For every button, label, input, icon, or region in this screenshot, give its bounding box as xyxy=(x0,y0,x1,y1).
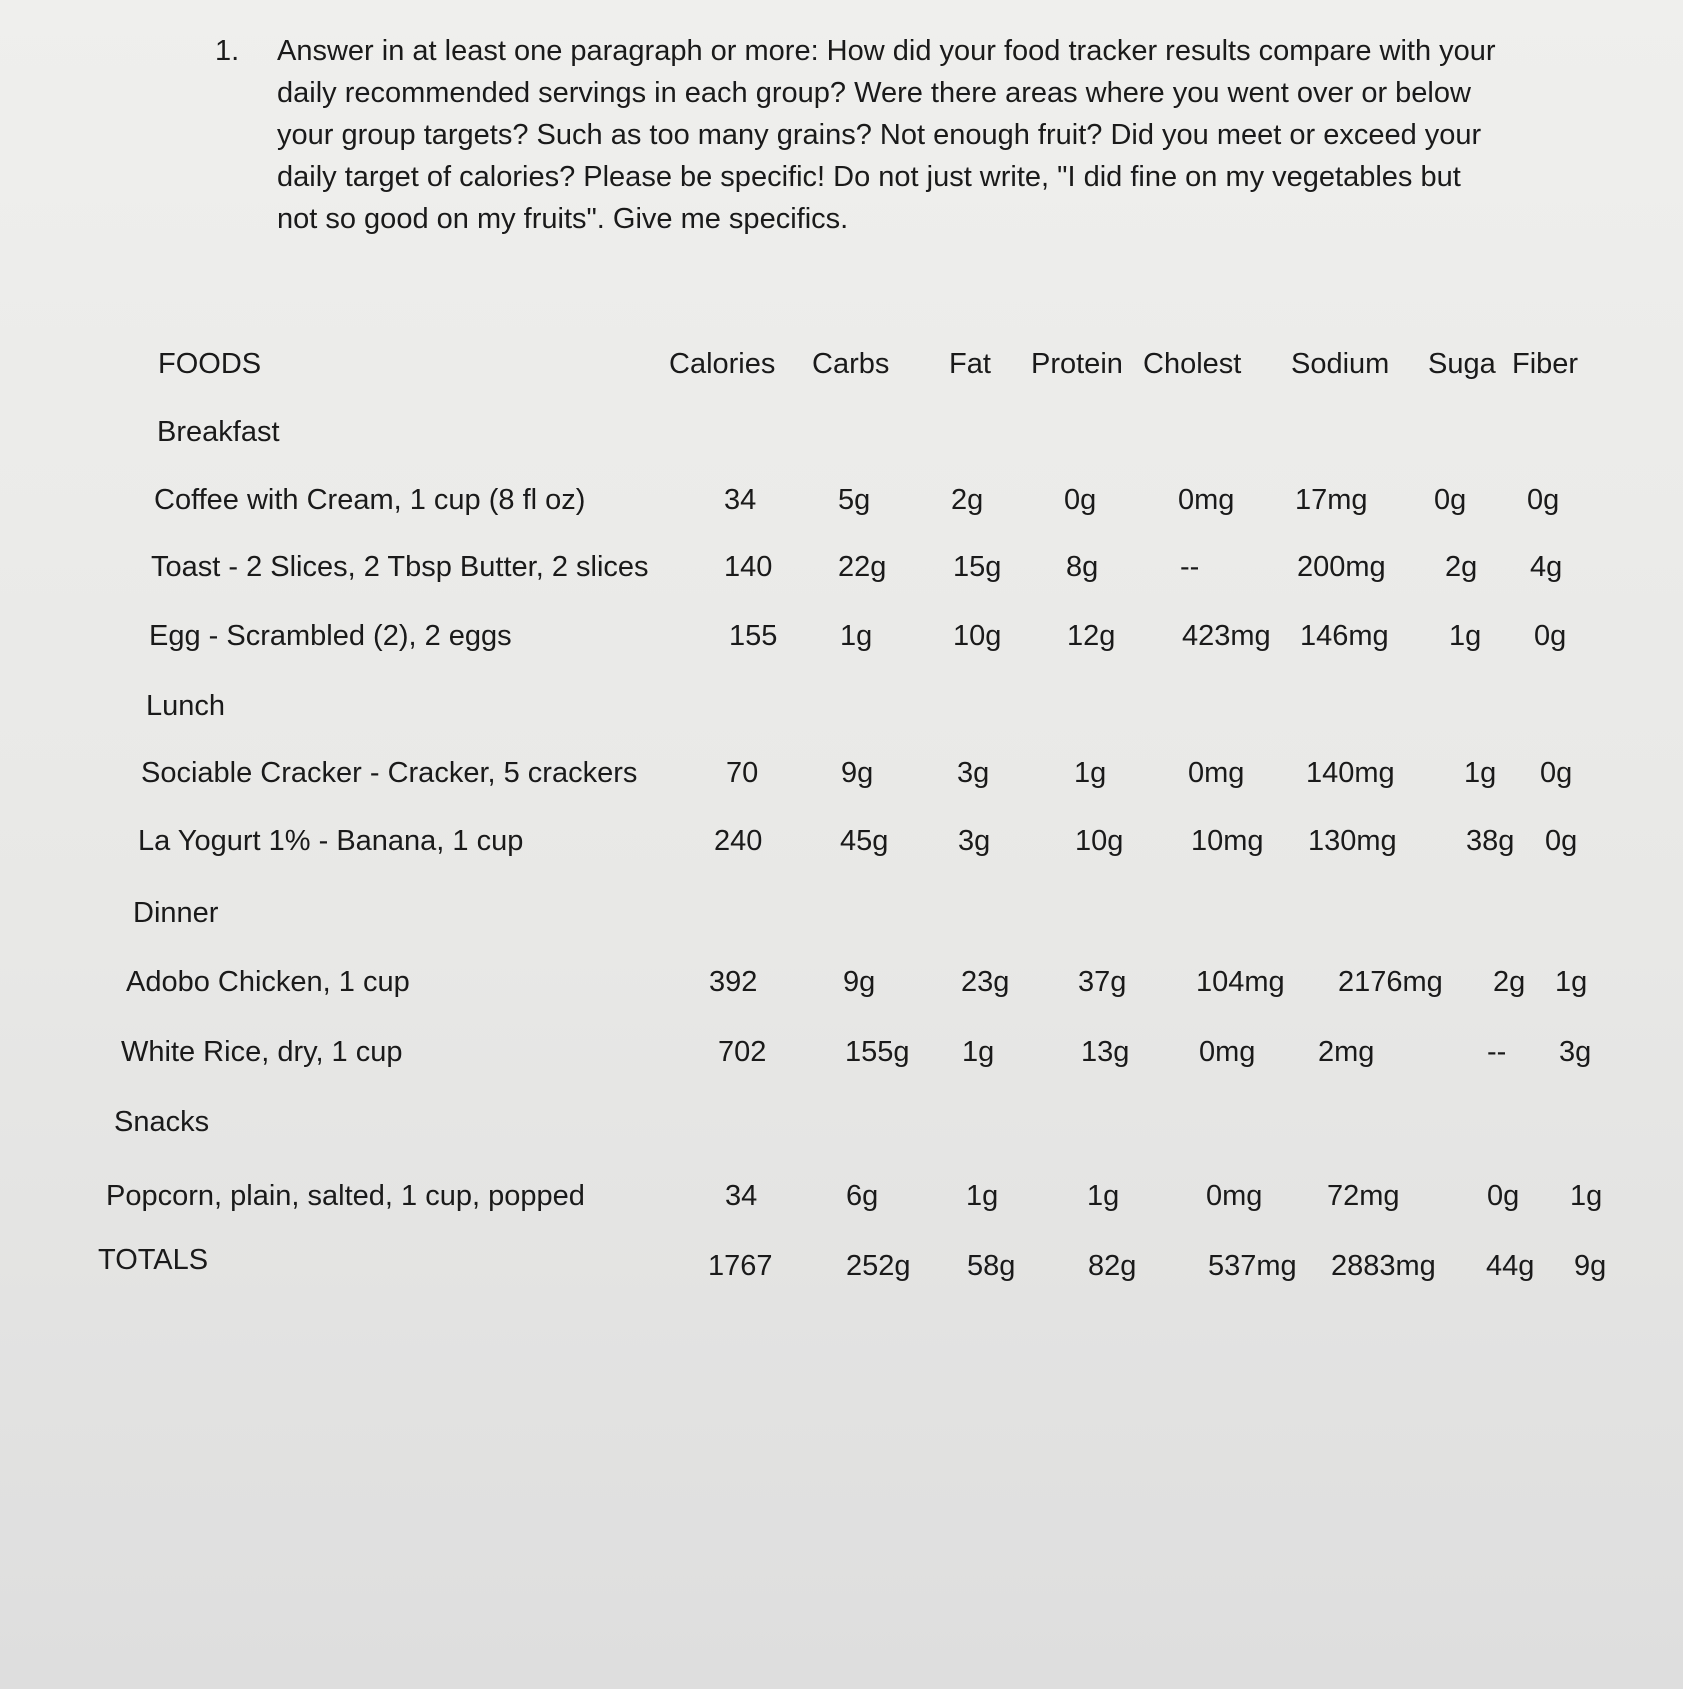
sodium-value: 200mg xyxy=(1297,551,1386,583)
fiber-value: 4g xyxy=(1530,551,1563,583)
header-fat: Fat xyxy=(949,348,991,380)
totals-label: TOTALS xyxy=(98,1244,209,1276)
fat-value: 2g xyxy=(951,484,984,516)
total-cholest: 537mg xyxy=(1208,1250,1297,1282)
cholest-value: -- xyxy=(1180,551,1200,583)
question-number: 1. xyxy=(215,35,240,67)
protein-value: 12g xyxy=(1067,620,1116,652)
cholest-value: 0mg xyxy=(1188,757,1245,789)
question-line: Answer in at least one paragraph or more: How did your food tracker results compare with your xyxy=(277,35,1496,67)
header-protein: Protein xyxy=(1031,348,1123,380)
protein-value: 0g xyxy=(1064,484,1097,516)
calories-value: 702 xyxy=(718,1036,767,1068)
sugar-value: 0g xyxy=(1434,484,1467,516)
total-fiber: 9g xyxy=(1574,1250,1607,1282)
sodium-value: 72mg xyxy=(1327,1180,1400,1212)
cholest-value: 0mg xyxy=(1206,1180,1263,1212)
food-name: Adobo Chicken, 1 cup xyxy=(126,966,410,998)
table-row xyxy=(0,620,1683,660)
question-line: not so good on my fruits". Give me specifics. xyxy=(277,203,849,235)
calories-value: 34 xyxy=(725,1180,758,1212)
header-sugar: Suga xyxy=(1428,348,1496,380)
table-row xyxy=(0,551,1683,591)
header-sodium: Sodium xyxy=(1291,348,1390,380)
sugar-value: 38g xyxy=(1466,825,1515,857)
protein-value: 10g xyxy=(1075,825,1124,857)
fat-value: 3g xyxy=(957,757,990,789)
question-line: daily target of calories? Please be specific! Do not just write, "I did fine on my vegetables but xyxy=(277,161,1461,193)
food-name: Popcorn, plain, salted, 1 cup, popped xyxy=(106,1180,585,1212)
protein-value: 1g xyxy=(1074,757,1107,789)
calories-value: 392 xyxy=(709,966,758,998)
table-row xyxy=(0,1180,1683,1220)
sodium-value: 2mg xyxy=(1318,1036,1375,1068)
protein-value: 8g xyxy=(1066,551,1099,583)
table-row xyxy=(0,966,1683,1006)
header-calories: Calories xyxy=(669,348,776,380)
fiber-value: 0g xyxy=(1545,825,1578,857)
fat-value: 10g xyxy=(953,620,1002,652)
section-label: Dinner xyxy=(133,897,219,929)
calories-value: 240 xyxy=(714,825,763,857)
calories-value: 70 xyxy=(726,757,759,789)
sodium-value: 140mg xyxy=(1306,757,1395,789)
sodium-value: 130mg xyxy=(1308,825,1397,857)
fat-value: 3g xyxy=(958,825,991,857)
table-row xyxy=(0,484,1683,524)
header-carbs: Carbs xyxy=(812,348,890,380)
totals-row xyxy=(0,1244,1683,1290)
carbs-value: 1g xyxy=(840,620,873,652)
cholest-value: 104mg xyxy=(1196,966,1285,998)
question-line: your group targets? Such as too many grains? Not enough fruit? Did you meet or exceed your xyxy=(277,119,1482,151)
total-carbs: 252g xyxy=(846,1250,911,1282)
protein-value: 37g xyxy=(1078,966,1127,998)
sugar-value: -- xyxy=(1487,1036,1507,1068)
fiber-value: 0g xyxy=(1534,620,1567,652)
section-label: Snacks xyxy=(114,1106,210,1138)
food-name: La Yogurt 1% - Banana, 1 cup xyxy=(138,825,524,857)
sugar-value: 2g xyxy=(1445,551,1478,583)
cholest-value: 0mg xyxy=(1178,484,1235,516)
fiber-value: 1g xyxy=(1570,1180,1603,1212)
question-text xyxy=(277,30,1607,240)
food-name: Sociable Cracker - Cracker, 5 crackers xyxy=(141,757,638,789)
fiber-value: 0g xyxy=(1540,757,1573,789)
fat-value: 1g xyxy=(962,1036,995,1068)
table-row xyxy=(0,757,1683,797)
carbs-value: 9g xyxy=(843,966,876,998)
protein-value: 13g xyxy=(1081,1036,1130,1068)
carbs-value: 155g xyxy=(845,1036,910,1068)
total-calories: 1767 xyxy=(708,1250,773,1282)
question-line: daily recommended servings in each group? Were there areas where you went over or below xyxy=(277,77,1471,109)
total-sodium: 2883mg xyxy=(1331,1250,1436,1282)
fiber-value: 3g xyxy=(1559,1036,1592,1068)
fiber-value: 0g xyxy=(1527,484,1560,516)
carbs-value: 5g xyxy=(838,484,871,516)
sugar-value: 1g xyxy=(1449,620,1482,652)
carbs-value: 22g xyxy=(838,551,887,583)
total-protein: 82g xyxy=(1088,1250,1137,1282)
table-header-row xyxy=(0,348,1683,388)
header-fiber: Fiber xyxy=(1512,348,1579,380)
cholest-value: 10mg xyxy=(1191,825,1264,857)
carbs-value: 9g xyxy=(841,757,874,789)
sugar-value: 1g xyxy=(1464,757,1497,789)
cholest-value: 423mg xyxy=(1182,620,1271,652)
sugar-value: 2g xyxy=(1493,966,1526,998)
food-name: White Rice, dry, 1 cup xyxy=(121,1036,403,1068)
calories-value: 34 xyxy=(724,484,757,516)
calories-value: 155 xyxy=(729,620,778,652)
table-row xyxy=(0,825,1683,865)
carbs-value: 45g xyxy=(840,825,889,857)
sodium-value: 146mg xyxy=(1300,620,1389,652)
header-foods: FOODS xyxy=(158,348,262,380)
food-name: Coffee with Cream, 1 cup (8 fl oz) xyxy=(154,484,586,516)
section-label: Lunch xyxy=(146,690,226,722)
carbs-value: 6g xyxy=(846,1180,879,1212)
fiber-value: 1g xyxy=(1555,966,1588,998)
protein-value: 1g xyxy=(1087,1180,1120,1212)
cholest-value: 0mg xyxy=(1199,1036,1256,1068)
fat-value: 1g xyxy=(966,1180,999,1212)
table-row xyxy=(0,1036,1683,1076)
sugar-value: 0g xyxy=(1487,1180,1520,1212)
section-label: Breakfast xyxy=(157,416,280,448)
sodium-value: 17mg xyxy=(1295,484,1368,516)
food-name: Toast - 2 Slices, 2 Tbsp Butter, 2 slices xyxy=(151,551,649,583)
calories-value: 140 xyxy=(724,551,773,583)
sodium-value: 2176mg xyxy=(1338,966,1443,998)
food-name: Egg - Scrambled (2), 2 eggs xyxy=(149,620,512,652)
total-sugar: 44g xyxy=(1486,1250,1535,1282)
total-fat: 58g xyxy=(967,1250,1016,1282)
header-cholest: Cholest xyxy=(1143,348,1242,380)
fat-value: 23g xyxy=(961,966,1010,998)
fat-value: 15g xyxy=(953,551,1002,583)
